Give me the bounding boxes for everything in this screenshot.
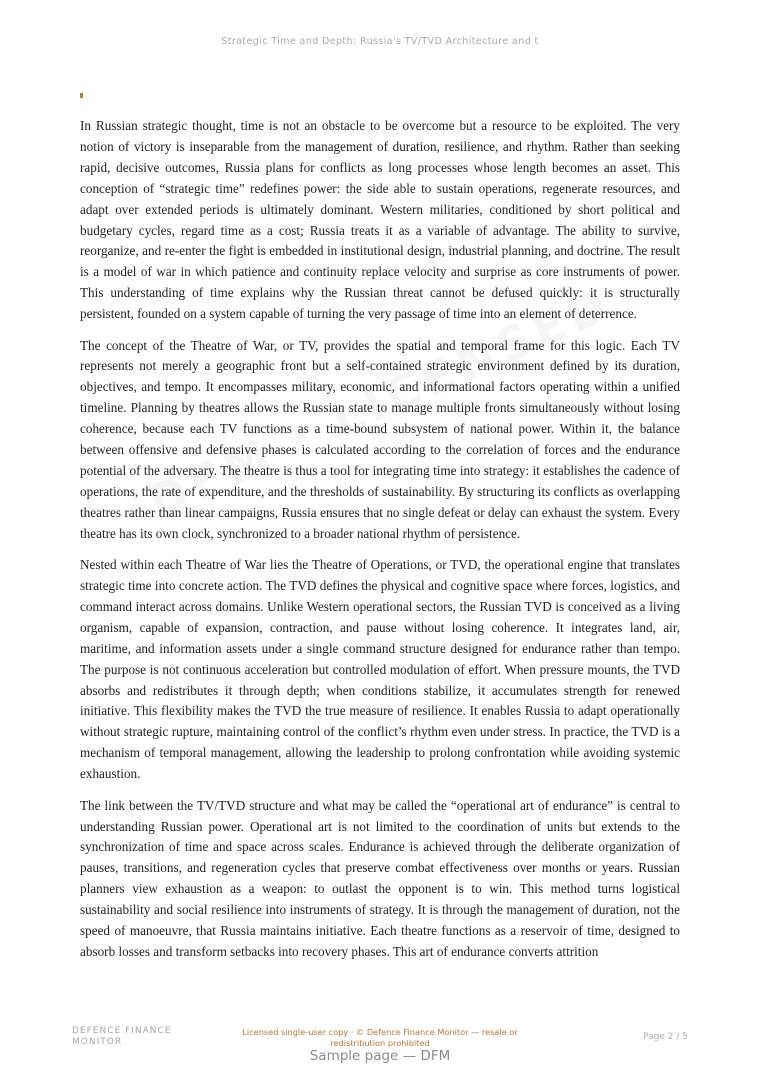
document-body [80, 116, 680, 984]
sample-caption: Sample page — DFM [309, 1048, 451, 1064]
footer-brand: DEFENCE FINANCE MONITOR [72, 1026, 172, 1047]
page-number: Page 2 / 5 [643, 1032, 688, 1042]
running-header: Strategic Time and Depth: Russia's TV/TVD Architecture and t [221, 36, 539, 47]
accent-mark [80, 93, 83, 98]
body-paragraph: The link between the TV/TVD structure and what may be called the “operational art of endurance” is central to understanding Russian power. Operational art is not limited to the coordination of units but extends to the synchronization of time and space across scales. Endurance is achieved through the deliberate organization of pauses, transitions, and regeneration cycles that preserve combat effectiveness over months or years. Russian planners view exhaustion as a weapon: to outlast the opponent is to win. This method turns logistical sustainability and social resilience into instruments of strategy. It is through the management of duration, not the speed of manoeuvre, that Russia maintains initiative. Each theatre functions as a reservoir of time, designed to absorb losses and transform setbacks into recovery phases. This art of endurance converts attrition [80, 797, 680, 959]
footer-license-notice: Licensed single-user copy · © Defence Finance Monitor — resale or redistribution prohibited [242, 1027, 518, 1048]
body-paragraph: Nested within each Theatre of War lies the Theatre of Operations, or TVD, the operational engine that translates strategic time into concrete action. The TVD defines the physical and cognitive space where forces, logistics, and command interact across domains. Unlike Western operational sectors, the Russian TVD is conceived as a living organism, capable of expansion, contraction, and pause without losing coherence. It integrates land, air, maritime, and information assets under a single command structure designed for endurance rather than tempo. The purpose is not continuous acceleration but controlled modulation of effort. When pressure mounts, the TVD absorbs and redistributes it through depth; when conditions stabilize, it accumulates strength for renewed initiative. This flexibility makes the TVD the true measure of resilience. It enables Russia to adapt operationally without strategic rupture, maintaining control of the conflict’s rhythm even under stress. In practice, the TVD is a mechanism of temporal management, allowing the leadership to prolong confrontation while avoiding systemic exhaustion. [80, 557, 680, 782]
body-paragraph: The concept of the Theatre of War, or TV, provides the spatial and temporal frame for this logic. Each TV represents not merely a geographic front but a self-contained strategic environment defined by its duration, objectives, and tempo. It encompasses military, economic, and informational factors operating within a unified timeline. Planning by theatres allows the Russian state to manage multiple fronts simultaneously without losing coherence, because each TV functions as a time-bound subsystem of national power. Within it, the balance between offensive and defensive phases is calculated according to the correlation of forces and the endurance potential of the adversary. The theatre is thus a tool for integrating time into strategy: it establishes the cadence of operations, the rate of expenditure, and the thresholds of sustainability. By structuring its conflicts as overlapping theatres rather than linear campaigns, Russia ensures that no single defeat or delay can exhaust the system. Every theatre has its own clock, synchronized to a broader national rhythm of persistence. [80, 337, 680, 541]
body-paragraph: In Russian strategic thought, time is not an obstacle to be overcome but a resource to be exploited. The very notion of victory is inseparable from the management of duration, resilience, and rhythm. Rather than seeking rapid, decisive outcomes, Russia plans for conflicts as long processes whose length becomes an asset. This conception of “strategic time” redefines power: the side able to sustain operations, regenerate resources, and adapt over extended periods is ultimately dominant. Western militaries, conditioned by short political and budgetary cycles, regard time as a cost; Russia treats it as a variable of advantage. The ability to survive, reorganize, and re-enter the fight is embedded in institutional design, industrial planning, and doctrine. The result is a model of war in which patience and continuity replace velocity and surprise as core instruments of power. This understanding of time explains why the Russian threat cannot be defused quickly: it is structurally persistent, founded on a system capable of turning the very passage of time into an element of deterrence. [80, 118, 680, 322]
